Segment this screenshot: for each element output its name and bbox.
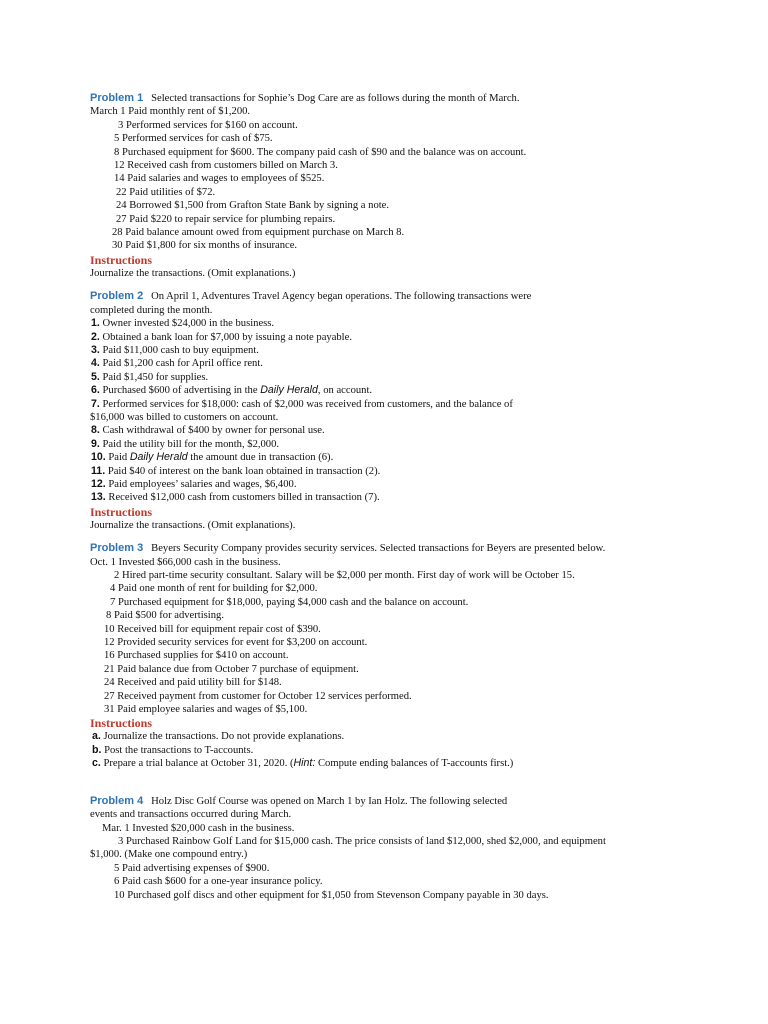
item-text: Post the transactions to T-accounts. [104, 744, 254, 756]
item-text: Purchased $600 of advertising in the [102, 385, 258, 397]
p1-line: March 1 Paid monthly rent of $1,200. [90, 106, 251, 118]
p2-instructions-label: Instructions [90, 504, 153, 519]
p3-line: 8 Paid $500 for advertising. [106, 610, 224, 622]
p1-line: 8 Purchased equipment for $600. The company paid cash of $90 and the balance was on account. [114, 146, 527, 158]
item-number: 12. [91, 477, 106, 490]
p1-line: 28 Paid balance amount owed from equipment purchase on March 8. [112, 227, 405, 239]
p1-line: 22 Paid utilities of $72. [116, 186, 216, 198]
item-number: 1. [91, 317, 100, 330]
item-text: $16,000 was billed to customers on account. [90, 411, 279, 423]
problem-4-intro: Holz Disc Golf Course was opened on March 1 by Ian Holz. The following selected [151, 795, 508, 807]
problem-3-title: Problem 3 [90, 542, 144, 555]
p1-line: 12 Received cash from customers billed on March 3. [114, 160, 338, 172]
p1-line: 27 Paid $220 to repair service for plumbing repairs. [116, 213, 336, 225]
item-number: b. [92, 743, 102, 756]
p4-line: 6 Paid cash $600 for a one-year insurance policy. [114, 876, 323, 888]
document-page [90, 92, 750, 902]
problem-4-title: Problem 4 [90, 794, 144, 807]
list-item [90, 744, 750, 757]
p4-line: Mar. 1 Invested $20,000 cash in the business. [102, 822, 295, 834]
item-text-cont: Compute ending balances of T-accounts first.) [315, 758, 514, 770]
item-number: 3. [91, 343, 100, 356]
list-item [90, 730, 750, 743]
p3-line: 31 Paid employee salaries and wages of $5,100. [104, 704, 308, 716]
p1-line: 5 Performed services for cash of $75. [114, 133, 273, 145]
problem-3-intro: Beyers Security Company provides security services. Selected transactions for Beyers are presented below. [151, 543, 606, 555]
item-text-cont: the amount due in transaction (6). [187, 452, 334, 464]
item-text: Paid employees’ salaries and wages, $6,400. [108, 478, 297, 490]
item-text: Paid $40 of interest on the bank loan obtained in transaction (2). [107, 465, 381, 477]
item-text: Journalize the transactions. Do not provide explanations. [103, 731, 345, 743]
problem-4-header [90, 795, 750, 808]
p3-line: 4 Paid one month of rent for building for $2,000. [110, 583, 318, 595]
p3-line: 12 Provided security services for event for $3,200 on account. [104, 637, 368, 649]
p3-instructions-label: Instructions [90, 716, 153, 731]
p1-line: 24 Borrowed $1,500 from Grafton State Bank by signing a note. [116, 200, 390, 212]
item-emphasis: Daily Herald [129, 451, 188, 464]
p3-line: 27 Received payment from customer for October 12 services performed. [104, 690, 412, 702]
p4-line: events and transactions occurred during March. [90, 809, 292, 821]
problem-1-intro: Selected transactions for Sophie’s Dog Care are as follows during the month of March. [151, 93, 520, 104]
problem-2-header [90, 290, 750, 303]
p1-line: 3 Performed services for $160 on account. [118, 119, 298, 131]
list-item [90, 331, 750, 344]
list-item [90, 344, 750, 357]
item-number: 10. [91, 451, 106, 464]
item-number: 8. [91, 424, 100, 437]
problem-2-list [90, 317, 750, 505]
item-text: Cash withdrawal of $400 by owner for personal use. [102, 425, 325, 437]
p3-line: 7 Purchased equipment for $18,000, paying $4,000 cash and the balance on account. [110, 596, 469, 608]
p1-line: 14 Paid salaries and wages to employees of $525. [114, 173, 325, 185]
p2-instructions: Journalize the transactions. (Omit explanations). [90, 519, 296, 531]
item-text: Paid [108, 452, 128, 464]
item-text: Performed services for $18,000: cash of $2,000 was received from customers, and the balance of [102, 398, 513, 410]
p4-line: 3 Purchased Rainbow Golf Land for $15,000 cash. The price consists of land $12,000, shed $2,000, and equipment [118, 835, 606, 847]
p4-line: 5 Paid advertising expenses of $900. [114, 862, 270, 874]
list-item [90, 491, 750, 504]
item-text: Owner invested $24,000 in the business. [102, 318, 275, 330]
p3-line: 2 Hired part-time security consultant. Salary will be $2,000 per month. First day of work will be October 15. [114, 570, 575, 581]
item-number: 4. [91, 357, 100, 370]
problem-2-intro: On April 1, Adventures Travel Agency began operations. The following transactions were [151, 291, 532, 303]
item-number: 7. [91, 397, 100, 410]
item-emphasis: Hint: [293, 757, 316, 770]
p4-line: $1,000. (Make one compound entry.) [90, 849, 248, 861]
item-number: 6. [91, 384, 100, 397]
item-number: 11. [91, 464, 106, 477]
item-number: c. [92, 757, 101, 770]
item-number: 13. [91, 491, 106, 504]
list-item [90, 757, 750, 770]
problem-2-intro-cont: completed during the month. [90, 304, 213, 316]
p3-line: Oct. 1 Invested $66,000 cash in the business. [90, 556, 281, 568]
p1-instructions-label: Instructions [90, 252, 153, 267]
item-number: 5. [91, 370, 100, 383]
problem-1-header [90, 92, 750, 105]
item-number: a. [92, 730, 101, 743]
p4-line: 10 Purchased golf discs and other equipment for $1,050 from Stevenson Company payable in 30 days. [114, 889, 549, 901]
list-item [90, 357, 750, 370]
list-item [90, 398, 750, 411]
p3-line: 10 Received bill for equipment repair cost of $390. [104, 623, 321, 635]
list-item [90, 438, 750, 451]
item-text: Paid $1,450 for supplies. [102, 371, 209, 383]
item-text: Obtained a bank loan for $7,000 by issuing a note payable. [102, 331, 352, 343]
p1-line: 30 Paid $1,800 for six months of insurance. [112, 240, 298, 252]
item-number: 9. [91, 437, 100, 450]
problem-3-header [90, 542, 750, 555]
p3-line: 16 Purchased supplies for $410 on account. [104, 650, 289, 662]
list-item [90, 371, 750, 384]
item-text-cont: , on account. [317, 385, 373, 397]
list-item [90, 451, 750, 464]
problem-3-list [90, 730, 750, 770]
list-item [90, 411, 750, 424]
list-item [90, 424, 750, 437]
item-text: Prepare a trial balance at October 31, 2020. ( [103, 758, 294, 770]
item-text: Paid $11,000 cash to buy equipment. [102, 344, 259, 356]
problem-1-title: Problem 1 [90, 92, 144, 104]
item-number: 2. [91, 330, 100, 343]
item-emphasis: Daily Herald [260, 384, 318, 397]
list-item [90, 465, 750, 478]
item-text: Paid the utility bill for the month, $2,000. [102, 438, 280, 450]
list-item [90, 384, 750, 397]
p1-instructions: Journalize the transactions. (Omit explanations.) [90, 267, 296, 279]
problem-2-title: Problem 2 [90, 290, 144, 303]
list-item [90, 478, 750, 491]
list-item [90, 317, 750, 330]
item-text: Paid $1,200 cash for April office rent. [102, 358, 263, 370]
item-text: Received $12,000 cash from customers billed in transaction (7). [108, 492, 380, 504]
p3-line: 21 Paid balance due from October 7 purchase of equipment. [104, 663, 359, 675]
p3-line: 24 Received and paid utility bill for $148. [104, 677, 282, 689]
